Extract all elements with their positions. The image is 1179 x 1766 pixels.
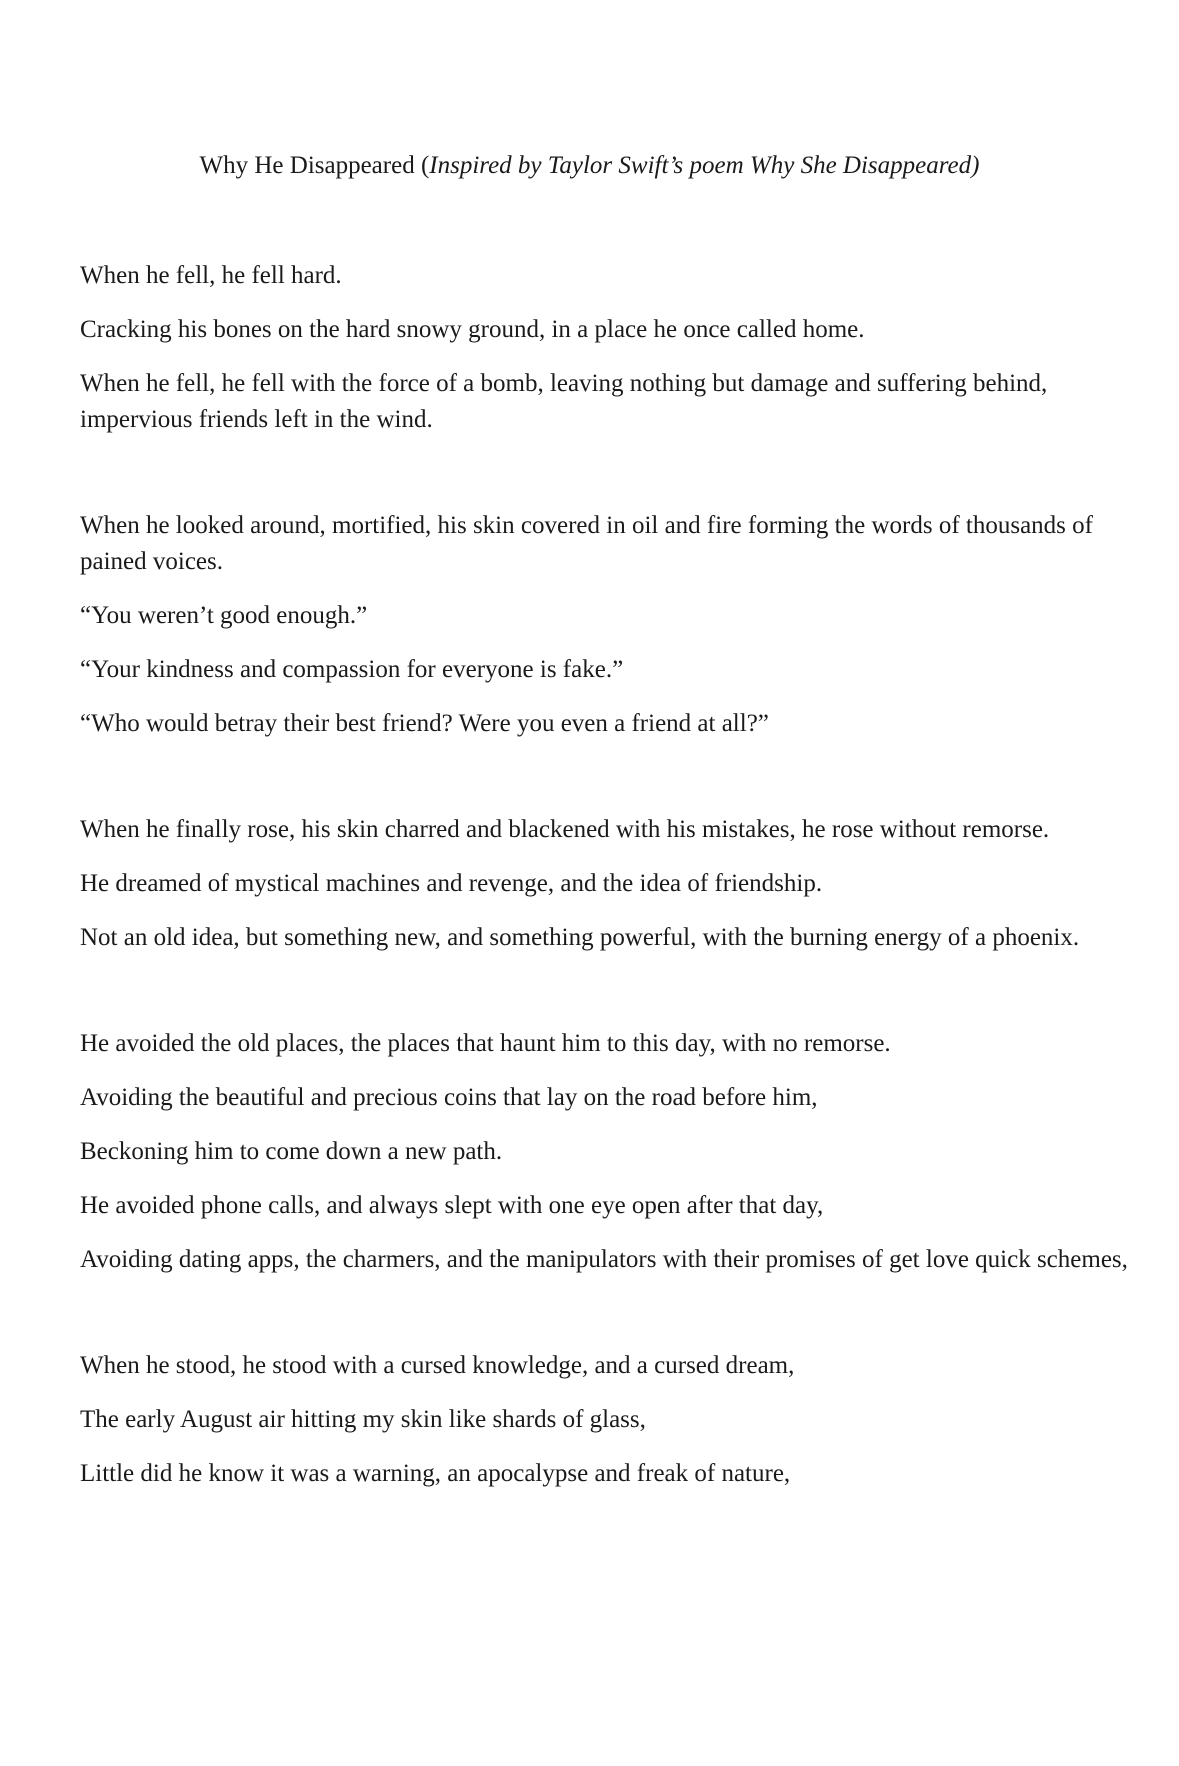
poem-line: “You weren’t good enough.” (80, 602, 368, 629)
poem-line: He avoided the old places, the places that haunt him to this day, with no remorse. (80, 1030, 891, 1057)
poem-line: When he stood, he stood with a cursed knowledge, and a cursed dream, (80, 1352, 795, 1379)
poem-title-subtitle: Inspired by Taylor Swift’s poem Why She Disappeared) (429, 152, 980, 179)
poem-line: “Your kindness and compassion for everyone is fake.” (80, 656, 624, 683)
stanza (80, 1026, 1140, 1278)
poem-line: When he finally rose, his skin charred and blackened with his mistakes, he rose without remorse. (80, 816, 1050, 843)
poem-title-main: Why He Disappeared ( (199, 152, 430, 179)
poem-line: He avoided phone calls, and always slept with one eye open after that day, (80, 1192, 824, 1219)
poem-line: When he looked around, mortified, his skin covered in oil and fire forming the words of thousands of pained voices. (80, 512, 1093, 575)
poem-body (80, 258, 1140, 1562)
poem-line: When he fell, he fell with the force of a bomb, leaving nothing but damage and suffering behind, impervious friends left in the wind. (80, 370, 1048, 433)
poem-title (0, 148, 1179, 184)
poem-line: Avoiding dating apps, the charmers, and the manipulators with their promises of get love quick schemes, (80, 1246, 1128, 1273)
poem-line: Avoiding the beautiful and precious coins that lay on the road before him, (80, 1084, 818, 1111)
stanza (80, 258, 1140, 438)
poem-line: When he fell, he fell hard. (80, 262, 342, 289)
poem-line: He dreamed of mystical machines and revenge, and the idea of friendship. (80, 870, 823, 897)
poem-line: Little did he know it was a warning, an apocalypse and freak of nature, (80, 1460, 791, 1487)
stanza (80, 508, 1140, 742)
stanza (80, 812, 1140, 956)
poem-line: The early August air hitting my skin like shards of glass, (80, 1406, 646, 1433)
poem-line: Cracking his bones on the hard snowy ground, in a place he once called home. (80, 316, 865, 343)
stanza (80, 1348, 1140, 1492)
poem-line: “Who would betray their best friend? Were you even a friend at all?” (80, 710, 769, 737)
poem-line: Not an old idea, but something new, and something powerful, with the burning energy of a phoenix. (80, 924, 1080, 951)
poem-line: Beckoning him to come down a new path. (80, 1138, 503, 1165)
